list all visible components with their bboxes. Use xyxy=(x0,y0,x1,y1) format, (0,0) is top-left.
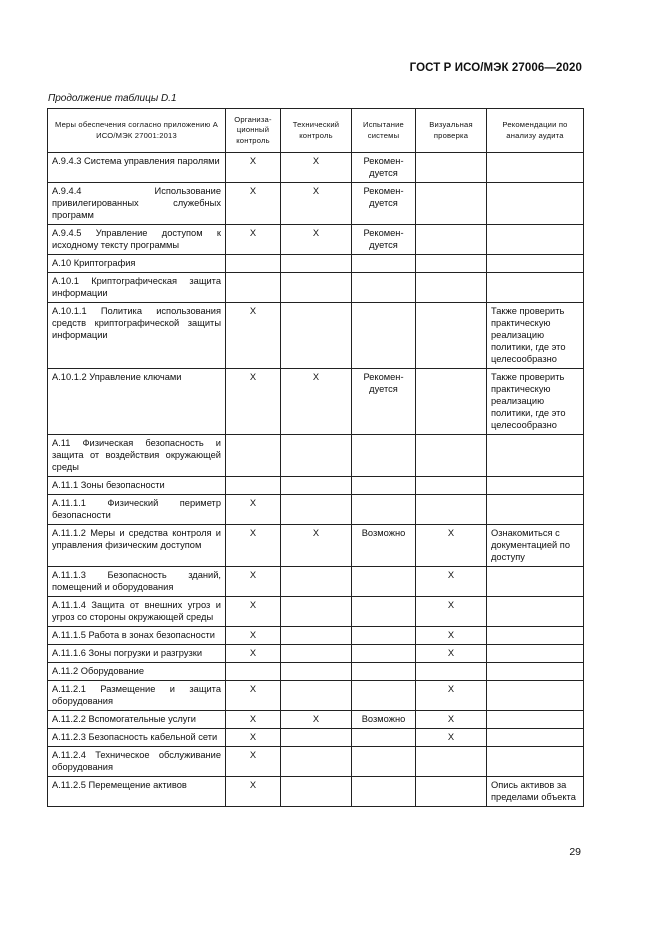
table-row xyxy=(48,645,584,663)
cell-measure: A.11.1.6 Зоны погрузки и разгрузки xyxy=(48,645,226,663)
cell-recommendation xyxy=(487,681,584,711)
cell-system-test xyxy=(352,567,416,597)
cell-org-control: X xyxy=(226,303,281,369)
table-row xyxy=(48,597,584,627)
cell-visual-check xyxy=(416,153,487,183)
table-row xyxy=(48,153,584,183)
cell-recommendation: Также проверить практическую реализацию политики, где это целесообразно xyxy=(487,303,584,369)
cell-system-test: Возможно xyxy=(352,711,416,729)
column-header-measure: Меры обеспечения согласно приложению А ИСО/МЭК 27001:2013 xyxy=(48,109,226,153)
table-row xyxy=(48,477,584,495)
cell-tech-control xyxy=(281,729,352,747)
cell-measure: A.11.2.5 Перемещение активов xyxy=(48,777,226,807)
cell-tech-control: X xyxy=(281,711,352,729)
cell-org-control: X xyxy=(226,525,281,567)
cell-org-control: X xyxy=(226,597,281,627)
cell-org-control: X xyxy=(226,777,281,807)
cell-tech-control xyxy=(281,645,352,663)
cell-tech-control: X xyxy=(281,525,352,567)
cell-system-test xyxy=(352,435,416,477)
cell-recommendation xyxy=(487,495,584,525)
cell-tech-control xyxy=(281,495,352,525)
cell-measure: A.9.4.4 Использование привилегированных служебных программ xyxy=(48,183,226,225)
table-row xyxy=(48,711,584,729)
cell-org-control: X xyxy=(226,729,281,747)
cell-system-test xyxy=(352,663,416,681)
cell-visual-check xyxy=(416,273,487,303)
table-row xyxy=(48,525,584,567)
controls-table xyxy=(47,108,584,807)
cell-visual-check: X xyxy=(416,627,487,645)
cell-measure: A.11.1.4 Защита от внешних угроз и угроз со стороны окружающей среды xyxy=(48,597,226,627)
cell-org-control: X xyxy=(226,747,281,777)
table-row xyxy=(48,681,584,711)
table-row xyxy=(48,183,584,225)
cell-visual-check: X xyxy=(416,729,487,747)
cell-org-control xyxy=(226,255,281,273)
cell-recommendation xyxy=(487,153,584,183)
cell-org-control xyxy=(226,273,281,303)
cell-visual-check xyxy=(416,369,487,435)
cell-org-control: X xyxy=(226,645,281,663)
cell-tech-control xyxy=(281,681,352,711)
cell-tech-control xyxy=(281,747,352,777)
cell-visual-check xyxy=(416,495,487,525)
cell-system-test xyxy=(352,495,416,525)
cell-recommendation xyxy=(487,225,584,255)
table-row xyxy=(48,303,584,369)
cell-recommendation xyxy=(487,663,584,681)
table-row xyxy=(48,225,584,255)
table-header-row xyxy=(48,109,584,153)
column-header-tech-control: Технический контроль xyxy=(281,109,352,153)
table-caption: Продолжение таблицы D.1 xyxy=(48,93,177,104)
cell-tech-control xyxy=(281,477,352,495)
table-row xyxy=(48,435,584,477)
cell-visual-check xyxy=(416,303,487,369)
table-row xyxy=(48,663,584,681)
cell-measure: A.11.2.3 Безопасность кабельной сети xyxy=(48,729,226,747)
cell-recommendation xyxy=(487,747,584,777)
cell-system-test xyxy=(352,477,416,495)
cell-system-test xyxy=(352,303,416,369)
cell-recommendation xyxy=(487,477,584,495)
cell-recommendation xyxy=(487,711,584,729)
cell-tech-control: X xyxy=(281,183,352,225)
cell-recommendation: Опись активов за пределами объекта xyxy=(487,777,584,807)
cell-org-control: X xyxy=(226,681,281,711)
cell-visual-check xyxy=(416,435,487,477)
table-row xyxy=(48,273,584,303)
cell-system-test: Возможно xyxy=(352,525,416,567)
cell-visual-check xyxy=(416,255,487,273)
cell-tech-control xyxy=(281,273,352,303)
cell-tech-control xyxy=(281,303,352,369)
cell-org-control: X xyxy=(226,495,281,525)
table-row xyxy=(48,747,584,777)
cell-tech-control xyxy=(281,663,352,681)
cell-system-test xyxy=(352,747,416,777)
cell-org-control: X xyxy=(226,567,281,597)
cell-tech-control xyxy=(281,597,352,627)
cell-visual-check xyxy=(416,777,487,807)
cell-recommendation xyxy=(487,435,584,477)
cell-measure: A.11.1.3 Безопасность зданий, помещений и оборудования xyxy=(48,567,226,597)
cell-visual-check: X xyxy=(416,525,487,567)
table-row xyxy=(48,495,584,525)
cell-visual-check: X xyxy=(416,567,487,597)
cell-recommendation xyxy=(487,627,584,645)
cell-measure: A.9.4.3 Система управления паролями xyxy=(48,153,226,183)
cell-visual-check xyxy=(416,225,487,255)
cell-visual-check: X xyxy=(416,711,487,729)
cell-visual-check xyxy=(416,663,487,681)
table-row xyxy=(48,777,584,807)
cell-system-test xyxy=(352,597,416,627)
table-row xyxy=(48,369,584,435)
cell-tech-control xyxy=(281,777,352,807)
cell-recommendation xyxy=(487,183,584,225)
cell-system-test xyxy=(352,255,416,273)
cell-measure: A.11.2 Оборудование xyxy=(48,663,226,681)
cell-measure: A.11 Физическая безопасность и защита от воздействия окружающей среды xyxy=(48,435,226,477)
cell-org-control: X xyxy=(226,225,281,255)
cell-system-test xyxy=(352,627,416,645)
table-row xyxy=(48,627,584,645)
cell-visual-check: X xyxy=(416,681,487,711)
cell-measure: A.11.2.1 Размещение и защита оборудования xyxy=(48,681,226,711)
cell-tech-control xyxy=(281,435,352,477)
cell-system-test xyxy=(352,273,416,303)
cell-org-control: X xyxy=(226,183,281,225)
cell-measure: A.11.1 Зоны безопасности xyxy=(48,477,226,495)
cell-measure: A.10.1.2 Управление ключами xyxy=(48,369,226,435)
cell-org-control xyxy=(226,477,281,495)
cell-recommendation: Ознакомиться с документацией по доступу xyxy=(487,525,584,567)
table-row xyxy=(48,567,584,597)
cell-measure: A.11.1.2 Меры и средства контроля и управления физическим доступом xyxy=(48,525,226,567)
cell-measure: A.11.1.5 Работа в зонах безопасности xyxy=(48,627,226,645)
cell-org-control: X xyxy=(226,369,281,435)
cell-system-test: Рекомен- дуется xyxy=(352,225,416,255)
cell-recommendation xyxy=(487,273,584,303)
cell-visual-check xyxy=(416,747,487,777)
cell-recommendation xyxy=(487,597,584,627)
cell-measure: A.11.2.4 Техническое обслуживание оборудования xyxy=(48,747,226,777)
cell-org-control: X xyxy=(226,711,281,729)
cell-recommendation xyxy=(487,255,584,273)
document-header: ГОСТ Р ИСО/МЭК 27006—2020 xyxy=(409,62,582,74)
cell-system-test xyxy=(352,777,416,807)
cell-measure: A.10 Криптография xyxy=(48,255,226,273)
table-row xyxy=(48,729,584,747)
cell-system-test xyxy=(352,645,416,663)
column-header-visual-check: Визуальная проверка xyxy=(416,109,487,153)
cell-measure: A.9.4.5 Управление доступом к исходному тексту программы xyxy=(48,225,226,255)
cell-system-test: Рекомен- дуется xyxy=(352,183,416,225)
column-header-org-control: Организа- ционный контроль xyxy=(226,109,281,153)
cell-recommendation: Также проверить практическую реализацию политики, где это целесообразно xyxy=(487,369,584,435)
cell-tech-control xyxy=(281,627,352,645)
cell-tech-control: X xyxy=(281,225,352,255)
cell-visual-check: X xyxy=(416,597,487,627)
cell-measure: A.11.1.1 Физический периметр безопасности xyxy=(48,495,226,525)
cell-tech-control xyxy=(281,255,352,273)
cell-tech-control xyxy=(281,567,352,597)
cell-system-test: Рекомен- дуется xyxy=(352,369,416,435)
cell-measure: A.11.2.2 Вспомогательные услуги xyxy=(48,711,226,729)
table-row xyxy=(48,255,584,273)
cell-visual-check: X xyxy=(416,645,487,663)
cell-tech-control: X xyxy=(281,369,352,435)
cell-measure: A.10.1 Криптографическая защита информации xyxy=(48,273,226,303)
cell-tech-control: X xyxy=(281,153,352,183)
column-header-system-test: Испытание системы xyxy=(352,109,416,153)
page-number: 29 xyxy=(569,846,581,858)
cell-recommendation xyxy=(487,645,584,663)
table-body xyxy=(48,153,584,807)
cell-recommendation xyxy=(487,567,584,597)
cell-system-test xyxy=(352,681,416,711)
cell-measure: A.10.1.1 Политика использования средств криптографической защиты информации xyxy=(48,303,226,369)
cell-org-control: X xyxy=(226,153,281,183)
cell-visual-check xyxy=(416,183,487,225)
cell-org-control xyxy=(226,663,281,681)
cell-recommendation xyxy=(487,729,584,747)
cell-system-test xyxy=(352,729,416,747)
cell-org-control: X xyxy=(226,627,281,645)
cell-system-test: Рекомен- дуется xyxy=(352,153,416,183)
column-header-recommendations: Рекомендации по анализу аудита xyxy=(487,109,584,153)
cell-visual-check xyxy=(416,477,487,495)
cell-org-control xyxy=(226,435,281,477)
